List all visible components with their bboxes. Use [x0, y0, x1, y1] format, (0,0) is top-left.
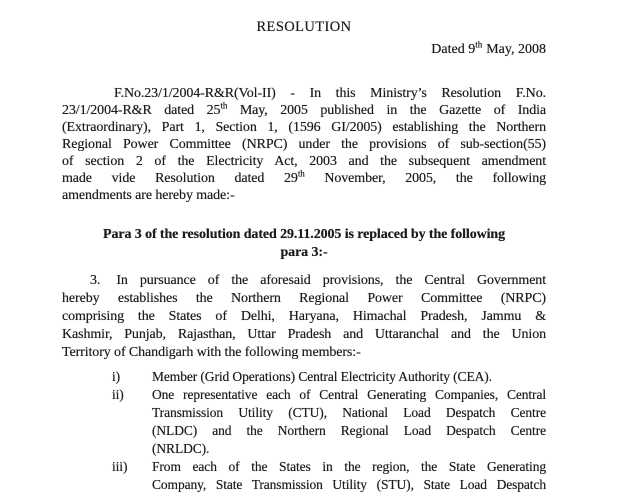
text-line: F.No.23/1/2004-R&R(Vol-II) - In this Ministry’s Resolution F.No. [114, 86, 546, 101]
text-line: hereby establishes the Northern Regional Power Committee (NRPC) [62, 291, 546, 306]
text-line: (NRLDC). [152, 441, 210, 456]
list-item-text [152, 458, 546, 494]
amendment-heading [62, 226, 546, 262]
text-segment: November, 2005, the following [304, 171, 546, 186]
text-line: Kashmir, Punjab, Rajasthan, Uttar Pradesh and Uttaranchal and the Union [62, 327, 546, 342]
text-line: Territory of Chandigarh with the following members:- [62, 345, 361, 360]
text-line: of section 2 of the Electricity Act, 2003 and the subsequent amendment [62, 154, 546, 169]
date-line [62, 39, 546, 58]
list-numeral: iii) [112, 459, 128, 474]
document-title: RESOLUTION [256, 19, 352, 35]
text-segment: May, 2005 published in the Gazette of India [227, 103, 547, 118]
ordinal-suffix: th [220, 100, 228, 111]
list-item [62, 386, 546, 458]
text-line [62, 272, 546, 290]
list-item-text [152, 386, 546, 458]
ordinal-suffix: th [297, 168, 305, 179]
text-line: Transmission Utility (CTU), National Load Despatch Centre [152, 405, 546, 420]
opening-paragraph [62, 85, 546, 204]
text-segment: made vide Resolution dated 29 [62, 171, 298, 186]
text-line: From each of the States in the region, the State Generating [152, 459, 546, 474]
text-line [62, 170, 546, 187]
text-line [62, 102, 546, 119]
members-list [62, 368, 546, 494]
paragraph-number: 3. [90, 273, 101, 288]
text-line: Regional Power Committee (NRPC) under the provisions of sub-section(55) [62, 137, 546, 152]
list-item [62, 368, 546, 386]
list-numeral: i) [112, 369, 121, 384]
text-line: Company, State Transmission Utility (STU), State Load Despatch [152, 477, 546, 492]
text-line: Member (Grid Operations) Central Electricity Authority (CEA). [152, 369, 492, 384]
text-segment: In pursuance of the aforesaid provisions, the Central Government [116, 273, 546, 288]
text-line: (Extraordinary), Part 1, Section 1, (1596 GI/2005) establishing the Northern [62, 120, 546, 135]
text-line: One representative each of Central Generating Companies, Central [152, 387, 546, 402]
list-item-text [152, 368, 546, 386]
date-text: Dated 9 [431, 42, 476, 57]
text-segment: 23/1/2004-R&R dated 25 [62, 103, 221, 118]
document-page [62, 19, 546, 494]
text-line: amendments are hereby made:- [62, 188, 235, 203]
heading-line: para 3:- [280, 245, 328, 260]
text-line: (NLDC) and the Northern Regional Load Despatch Centre [152, 423, 546, 438]
date-text-rest: May, 2008 [486, 42, 546, 57]
heading-line: Para 3 of the resolution dated 29.11.2005 is replaced by the following [103, 227, 505, 242]
list-numeral: ii) [112, 387, 124, 402]
text-line: comprising the States of Delhi, Haryana, Himachal Pradesh, Jammu & [62, 309, 546, 324]
paragraph-3 [62, 272, 546, 362]
date-ordinal-suffix: th [475, 39, 483, 50]
list-item [62, 458, 546, 494]
